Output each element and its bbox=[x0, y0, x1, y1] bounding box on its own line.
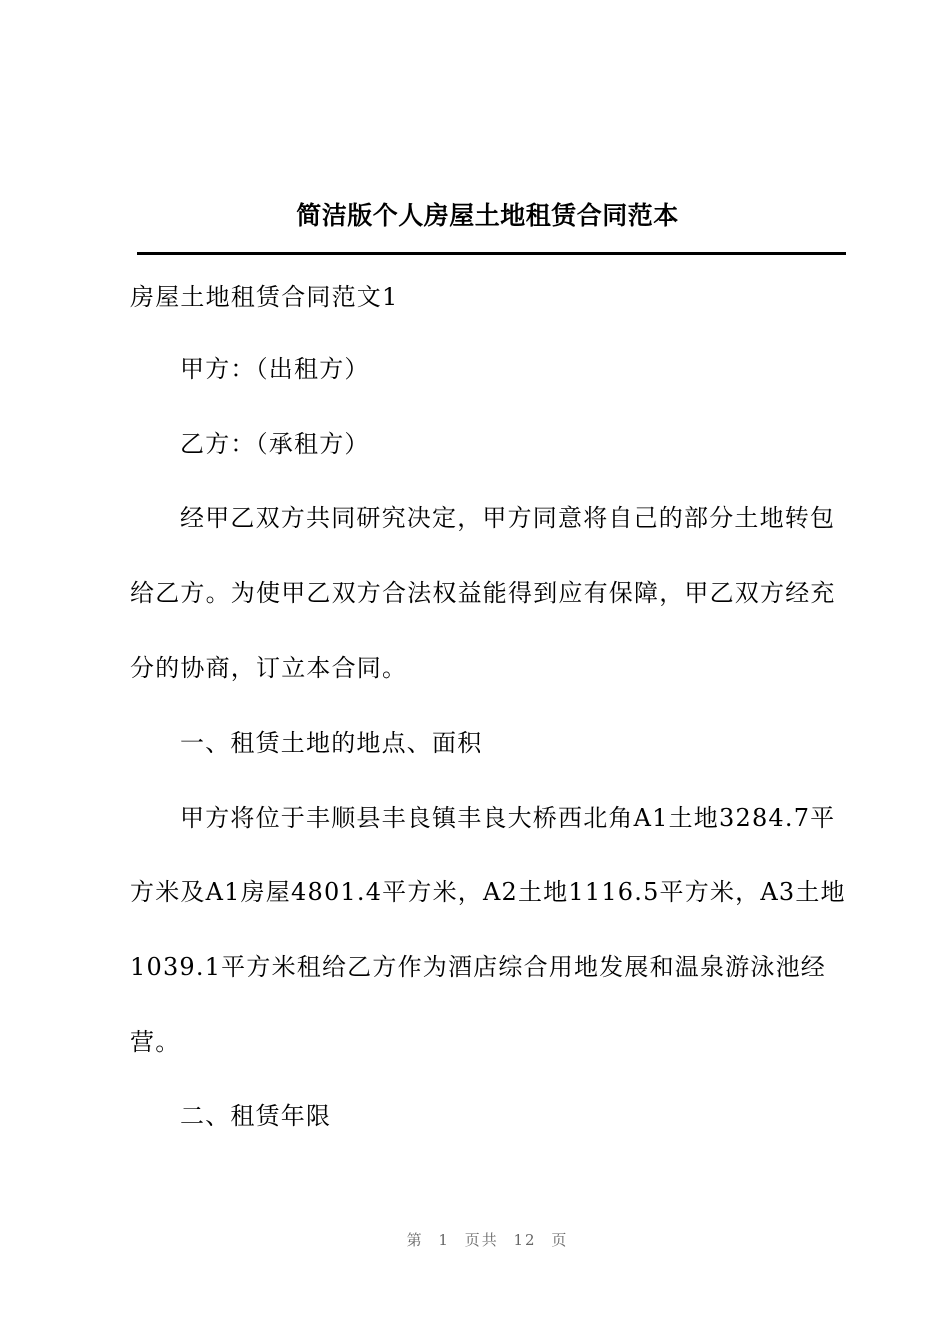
clause-1-paragraph-line-1: 甲方将位于丰顺县丰良镇丰良大桥西北角A1土地3284.7平 bbox=[180, 804, 836, 832]
party-a-line: 甲方：（出租方） bbox=[180, 355, 370, 383]
document-title: 简洁版个人房屋土地租赁合同范本 bbox=[296, 201, 679, 230]
clause-1-paragraph-line-4: 营。 bbox=[130, 1028, 181, 1056]
intro-paragraph-line-1: 经甲乙双方共同研究决定，甲方同意将自己的部分土地转包 bbox=[180, 504, 836, 532]
intro-paragraph-line-3: 分的协商，订立本合同。 bbox=[130, 654, 408, 682]
clause-1-paragraph-line-3: 1039.1平方米租给乙方作为酒店综合用地发展和温泉游泳池经 bbox=[130, 953, 826, 981]
intro-paragraph-line-2: 给乙方。为使甲乙双方合法权益能得到应有保障，甲乙双方经充 bbox=[130, 579, 836, 607]
page-number: 第 1 页共 12 页 bbox=[406, 1231, 569, 1249]
clause-1-paragraph-line-2: 方米及A1房屋4801.4平方米，A2土地1116.5平方米，A3土地 bbox=[130, 878, 846, 906]
party-b-line: 乙方：（承租方） bbox=[180, 430, 370, 458]
clause-1-heading: 一、租赁土地的地点、面积 bbox=[180, 729, 483, 757]
clause-2-heading: 二、租赁年限 bbox=[180, 1102, 332, 1130]
title-divider bbox=[137, 252, 846, 255]
section-heading-contract-1: 房屋土地租赁合同范文1 bbox=[130, 283, 399, 311]
